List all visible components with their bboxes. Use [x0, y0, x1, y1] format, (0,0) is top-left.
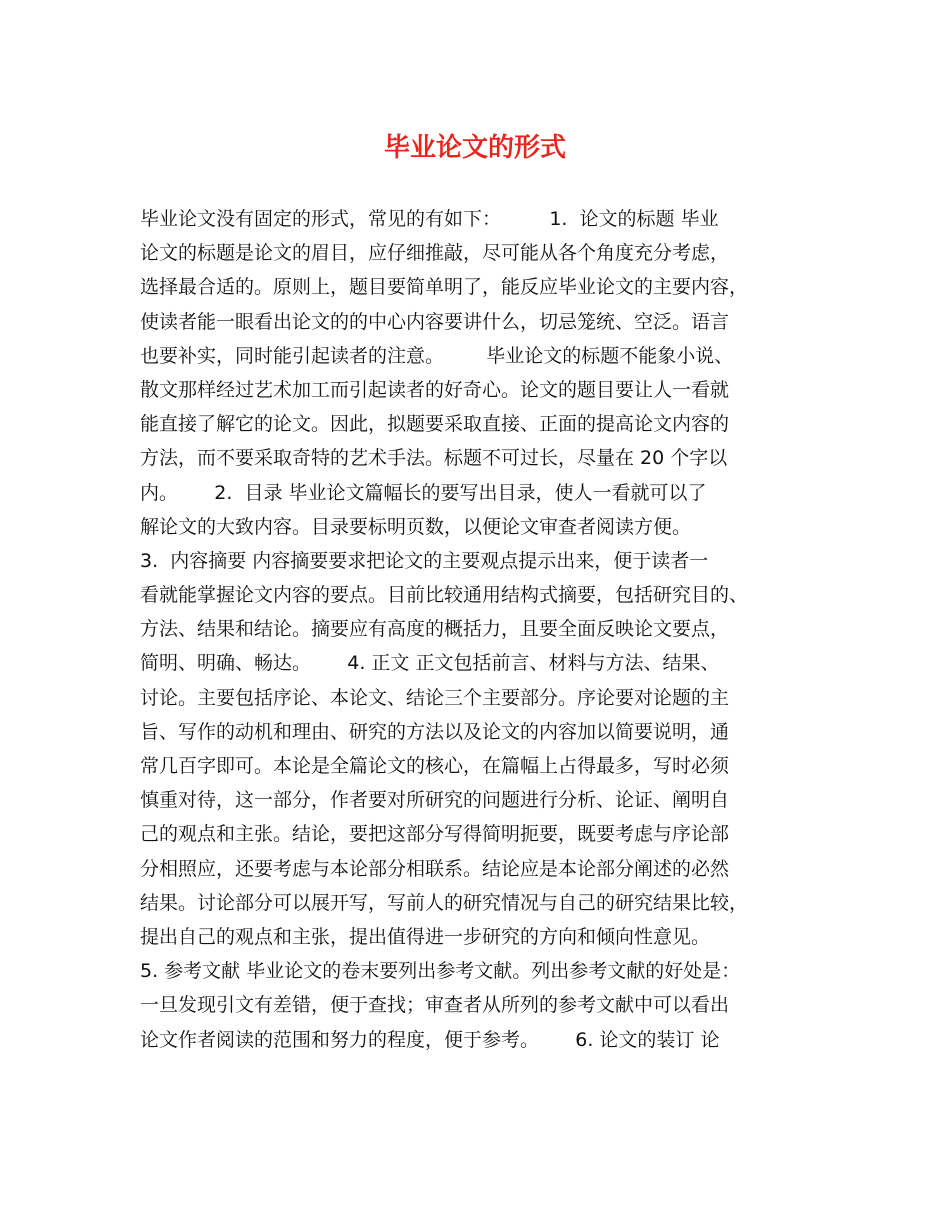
body-line: 毕业论文没有固定的形式，常见的有如下： 1. 论文的标题 毕业: [140, 208, 719, 230]
body-line: 结果。讨论部分可以展开写，写前人的研究情况与自己的研究结果比较，: [140, 891, 749, 914]
body-line: 讨论。主要包括序论、本论文、结论三个主要部分。序论要对论题的主: [140, 686, 730, 709]
body-line: 一旦发现引文有差错，便于查找；审查者从所列的参考文献中可以看出: [140, 994, 730, 1017]
body-line: 使读者能一眼看出论文的的中心内容要讲什么，切忌笼统、空泛。语言: [140, 310, 730, 333]
body-line: 也要补实，同时能引起读者的注意。 毕业论文的标题不能象小说、: [140, 344, 734, 367]
body-line: 3. 内容摘要 内容摘要要求把论文的主要观点提示出来，便于读者一: [140, 549, 709, 572]
document-body: [140, 202, 830, 1057]
document-title: 毕业论文的形式: [383, 133, 566, 163]
body-line: 提出自己的观点和主张，提出值得进一步研究的方向和倾向性意见。: [140, 925, 711, 948]
body-line: 散文那样经过艺术加工而引起读者的好奇心。论文的题目要让人一看就: [140, 378, 730, 401]
body-line: 分相照应，还要考虑与本论部分相联系。结论应是本论部分阐述的必然: [140, 857, 730, 880]
body-line: 选择最合适的。原则上，题目要简单明了，能反应毕业论文的主要内容，: [140, 276, 749, 299]
body-line: 简明、明确、畅达。 4. 正文 正文包括前言、材料与方法、结果、: [140, 652, 720, 675]
body-line: 论文作者阅读的范围和努力的程度，便于参考。 6. 论文的装订 论: [140, 1028, 720, 1051]
body-line: 常几百字即可。本论是全篇论文的核心，在篇幅上占得最多，写时必须: [140, 755, 730, 777]
body-line: 方法、结果和结论。摘要应有高度的概括力，且要全面反映论文要点，: [140, 618, 730, 641]
body-line: 内。 2. 目录 毕业论文篇幅长的要写出目录，使人一看就可以了: [140, 481, 707, 504]
body-line: 论文的标题是论文的眉目，应仔细推敲，尽可能从各个角度充分考虑，: [140, 242, 730, 265]
body-line: 旨、写作的动机和理由、研究的方法以及论文的内容加以简要说明，通: [140, 720, 730, 743]
body-line: 解论文的大致内容。目录要标明页数，以便论文审查者阅读方便。: [140, 515, 692, 538]
body-line: 慎重对待，这一部分，作者要对所研究的问题进行分析、论证、阐明自: [140, 789, 730, 812]
body-line: 能直接了解它的论文。因此，拟题要采取直接、正面的提高论文内容的: [140, 413, 730, 436]
body-line: 方法，而不要采取奇特的艺术手法。标题不可过长，尽量在 20 个字以: [140, 447, 728, 470]
body-line: 看就能掌握论文内容的要点。目前比较通用结构式摘要，包括研究目的、: [140, 584, 749, 607]
body-line: 己的观点和主张。结论，要把这部分写得简明扼要，既要考虑与序论部: [140, 823, 730, 846]
body-line: 5. 参考文献 毕业论文的卷末要列出参考文献。列出参考文献的好处是：: [140, 960, 741, 983]
